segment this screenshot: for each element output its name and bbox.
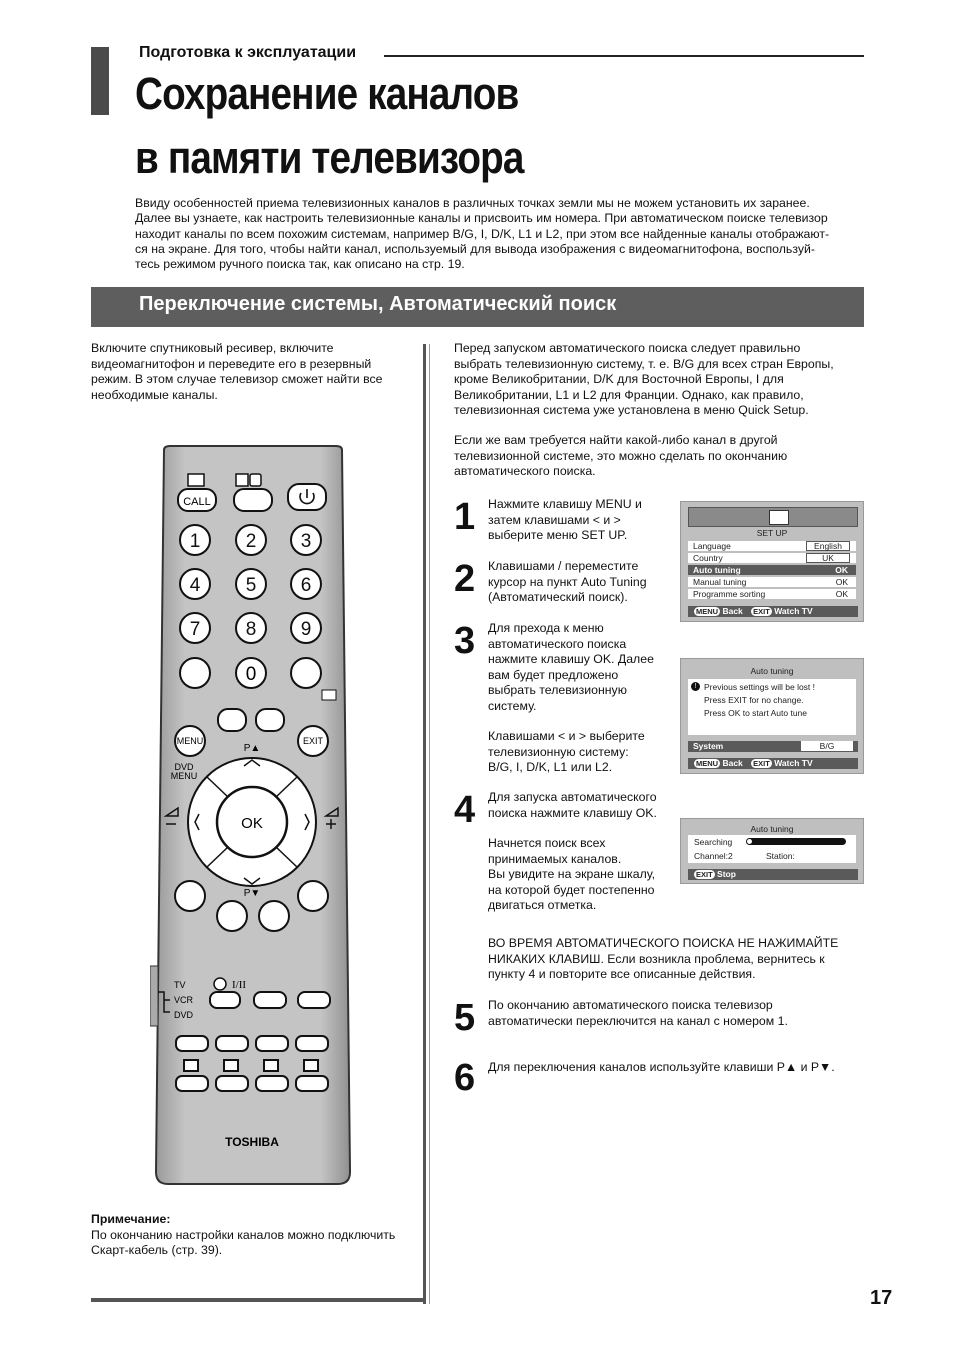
intro-line: Далее вы узнаете, как настроить телевизионные каналы и присвоить им номера. При автоматическом поиске телевизор [135,211,828,226]
call-label: CALL [183,496,211,508]
step-3-text [488,621,668,776]
note-heading: Примечание: [91,1212,171,1226]
text-line: выбрать телевизионную систему, т. е. B/G для всех стран Европы, [454,356,834,371]
step-1-text [488,497,668,544]
input-button[interactable] [291,658,321,688]
left-text-line: видеомагнитофон и переведите его в резервный [91,356,372,371]
digit-2-label: 2 [245,531,257,552]
step-line: поиска нажмите клавишу OK. [488,805,657,820]
screen-footer: MENU Back EXIT Watch TV [688,758,858,769]
setup-icon [769,510,789,525]
digit-8-label: 8 [245,619,257,640]
remote-control-illustration [150,444,356,1194]
bottom-rule [91,1298,425,1302]
next-button[interactable] [296,1036,328,1051]
step-line: выбрать телевизионную [488,683,627,697]
step-4-text [488,790,673,914]
digit-5-label: 5 [245,575,257,596]
step-5-text [488,998,868,1029]
digit-0-label: 0 [245,664,257,685]
step-2-text [488,559,668,606]
left-text-line: Включите спутниковый ресивер, включите [91,341,334,355]
warning-line: НИКАКИХ КЛАВИШ. Если возникла проблема, вернитесь к [488,951,825,966]
menu-sub-label: MENU [170,771,198,781]
menu-row: Country UK [688,553,856,563]
digit-4-label: 4 [189,575,201,596]
green-button[interactable] [217,901,247,931]
setup-menu-screen [680,501,864,622]
step-line: телевизионную систему: [488,744,629,759]
page-title-line1: Сохранение каналов [135,68,519,119]
step-number: 1 [454,496,476,538]
section-rule [384,55,864,57]
step-line: нажмите клавишу OK. Далее [488,652,654,666]
screen-footer: MENU Back EXIT Watch TV [688,606,858,617]
tv-label: TV [174,980,186,990]
rewind-button[interactable] [256,1076,288,1091]
intro-line: Ввиду особенностей приема телевизионных каналов в различных точках земли мы не можем установить их заранее. [135,196,810,210]
function-icon [264,1060,278,1071]
step-line: (Автоматический поиск). [488,590,628,604]
left-text-line: режим. В этом случае телевизор сможет найти все [91,372,383,386]
step-line: на которой будет постепенно [488,882,655,897]
page-title-line2: в памяти телевизора [135,132,524,183]
step-6-text [488,1060,868,1076]
yellow-button[interactable] [259,901,289,931]
stop-button[interactable] [216,1076,248,1091]
pause-button[interactable] [176,1036,208,1051]
text-line: автоматического поиска. [454,464,596,478]
screen-footer: EXIT Stop [688,869,858,880]
auto-tuning-prompt-screen [680,658,864,774]
section-band-title: Переключение системы, Автоматический поиск [139,293,617,315]
dvd-switch-label: DVD [174,1010,194,1020]
audio-button[interactable] [254,992,286,1008]
menu-row: Programme sorting OK [688,589,856,599]
warning-line: пункту 4 и повторите все описанные действия. [488,967,756,981]
ok-label: OK [241,815,263,832]
dual-label: I/II [232,979,247,991]
searching-label: Searching [694,837,733,847]
warning-icon: ! [691,682,700,691]
screen-title: SET UP [756,528,788,538]
step-number: 2 [454,558,476,600]
blue-button[interactable] [298,881,328,911]
digit-7-label: 7 [189,619,201,640]
step-line: систему. [488,698,537,713]
step-number: 6 [454,1057,476,1099]
warning-text [488,936,868,983]
text-line: Великобритании, L1 и L2 для Франции. Однако, как правило, [454,387,804,402]
step-line: B/G, I, D/K, L1 или L2. [488,760,613,774]
step-line: Для прехода к меню [488,621,604,635]
p-down-label: P▼ [243,888,261,899]
note [91,1212,421,1259]
subtitle-button[interactable] [256,709,284,731]
red-button[interactable] [175,881,205,911]
function-icon [184,1060,198,1071]
step-line: курсор на пункт Auto Tuning [488,574,647,589]
message-line: Previous settings will be lost ! [704,682,816,692]
message-line: Press EXIT for no change. [704,695,804,705]
menu-icon-bar [688,507,858,527]
progress-fill [747,839,752,844]
play-button[interactable] [176,1076,208,1091]
menu-row-selected: Auto tuning OK [688,565,856,575]
digit-3-label: 3 [300,531,312,552]
picture-mode-button[interactable] [218,709,246,731]
digit-1-label: 1 [189,531,201,552]
step-line: Клавишами < и > выберите [488,729,645,743]
note-line: По окончанию настройки каналов можно подключить [91,1227,396,1242]
screen-title: Auto tuning [750,666,794,676]
page-number: 17 [870,1287,893,1309]
channel-label: Channel:2 [694,851,733,861]
warning-line: ВО ВРЕМЯ АВТОМАТИЧЕСКОГО ПОИСКА НЕ НАЖИМАЙТЕ [488,936,839,950]
step-line: Вы увидите на экране шкалу, [488,867,656,881]
progress-box [688,835,856,863]
p-up-label: P▲ [243,743,261,754]
picture-icon [322,690,336,700]
dual-button[interactable] [210,992,240,1008]
digit-6-label: 6 [300,575,312,596]
left-text-line: необходимые каналы. [91,387,218,402]
return-button[interactable] [180,658,210,688]
menu-row: Manual tuning OK [688,577,856,587]
right-paragraph-2 [454,433,864,480]
text-line: телевизионная система уже установлена в меню Quick Setup. [454,403,809,417]
step-line: Для запуска автоматического [488,790,657,804]
left-instructions [91,341,421,403]
intro-line: ся на экране. Для того, чтобы найти канал, используемый для вывода изображения с видеомагнитофона, воспользуй- [135,241,815,256]
station-label: Station: [766,851,795,861]
prev-button[interactable] [256,1036,288,1051]
step-line: Нажмите клавишу MENU и [488,497,642,511]
text-line: Перед запуском автоматического поиска следует правильно [454,341,801,355]
message-line: Press OK to start Auto tune [704,708,807,718]
forward-button[interactable] [296,1076,328,1091]
brand-logo: TOSHIBA [225,1135,279,1149]
menu-label: MENU [176,736,204,746]
column-divider [423,344,426,1304]
system-row: System B/G [688,741,858,752]
function-icon [304,1060,318,1071]
page-title [135,62,737,190]
title-sidebar-bar [91,47,109,115]
step-number: 5 [454,997,476,1039]
intro-line: находит каналы по всем похожим системам, например B/G, I, D/K, L1 и L2, при этом все найденные каналы отображают- [135,226,830,241]
vcr-label: VCR [174,995,194,1005]
text-line: Если же вам требуется найти какой-либо канал в другой [454,433,778,447]
step-line: двигаться отметка. [488,898,597,912]
text-line: телевизионной системе, это можно сделать по окончанию [454,448,788,463]
step-line: принимаемых каналов. [488,851,622,866]
step-line: Начнется поиск всех [488,836,606,850]
auto-tuning-progress-screen [680,818,864,884]
menu-row: Language English [688,541,856,551]
step-line: вам будет предложено [488,667,619,682]
step-line: выберите меню SET UP. [488,528,628,542]
step-line: По окончанию автоматического поиска телевизор [488,998,773,1012]
intro-line: тесь режимом ручного поиска так, как описано на стр. 19. [135,257,465,272]
text-icon [188,474,204,486]
eject-button[interactable] [216,1036,248,1051]
step-number: 4 [454,789,476,831]
progress-track [746,838,846,845]
column-divider-shadow [429,344,430,1304]
step-line: Клавишами / переместите [488,559,639,573]
step-line: автоматически переключится на канал с номером 1. [488,1013,788,1028]
intro-paragraph [135,196,865,272]
exit-label: EXIT [302,736,324,746]
step-line: затем клавишами < и > [488,512,621,527]
right-paragraph-1 [454,341,864,419]
step-number: 3 [454,620,476,662]
mode-button[interactable] [234,489,272,511]
screen-title: Auto tuning [750,824,794,834]
message-box [688,679,856,735]
dvd-label: DVD [174,762,194,772]
mute-button[interactable] [298,992,330,1008]
section-label: Подготовка к эксплуатации [139,44,357,61]
note-line: Скарт-кабель (стр. 39). [91,1243,223,1257]
step-line: Для переключения каналов используйте клавиши P▲ и P▼. [488,1060,835,1074]
function-icon [224,1060,238,1071]
digit-9-label: 9 [300,619,312,640]
text-line: кроме Великобритании, D/K для Восточной Европы, I для [454,372,784,386]
step-line: автоматического поиска [488,636,627,651]
